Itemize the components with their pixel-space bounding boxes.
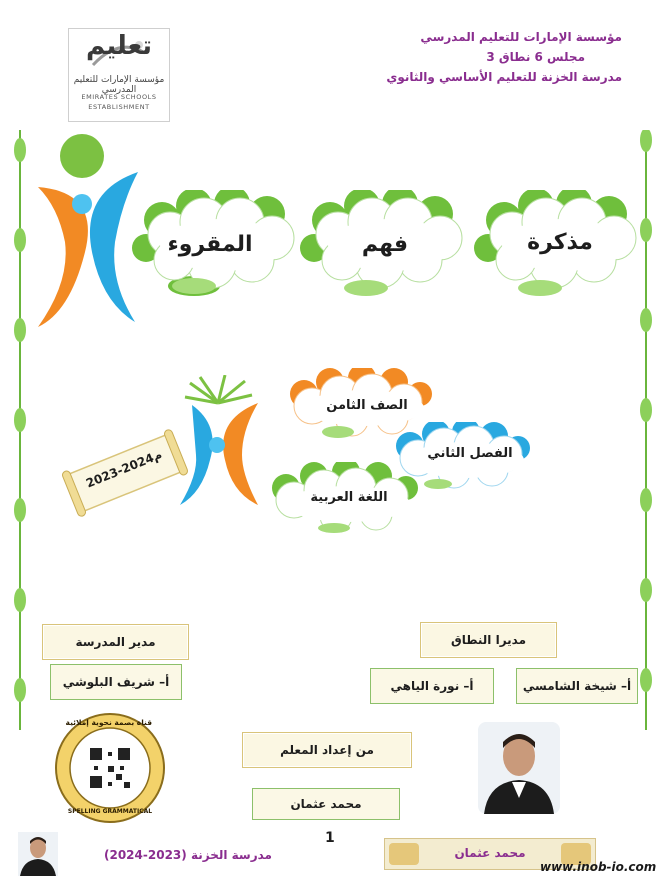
left-vine-decoration xyxy=(14,130,26,730)
principal-name-card: أ– شريف البلوشي xyxy=(50,664,182,700)
header-line-1: مؤسسة الإمارات للتعليم المدرسي xyxy=(420,30,622,44)
logo-english-line-2: ESTABLISHMENT xyxy=(88,103,150,111)
footer-ornament-left-icon xyxy=(389,843,419,865)
header-line-3: مدرسة الخزنة للتعليم الأساسي والثانوي xyxy=(386,70,622,84)
teacher-photo xyxy=(478,722,560,814)
subject-text: اللغة العربية xyxy=(310,490,388,505)
prepared-by-banner: من إعداد المعلم xyxy=(242,732,412,768)
seal-text-bottom: SPELLING GRAMMATICAL xyxy=(67,808,153,815)
footer-school-year: مدرسة الخزنة (2023-2024) xyxy=(104,848,272,862)
footer-teacher-photo xyxy=(18,832,58,876)
title-word-3: المقروء xyxy=(167,232,253,257)
title-word-2: فهم xyxy=(361,232,409,257)
seal-text-top: قناة بصمة نحوية إملائية xyxy=(65,718,152,727)
channel-seal xyxy=(54,712,166,824)
emirates-schools-logo xyxy=(68,28,170,122)
principal-title-banner: مدير المدرسة xyxy=(42,624,189,660)
logo-english-line-1: EMIRATES SCHOOLS xyxy=(81,93,157,101)
header-line-2: مجلس 6 نطاق 3 xyxy=(486,50,585,64)
grade-text: الصف الثامن xyxy=(326,398,408,413)
term-text: الفصل الثاني xyxy=(427,446,513,461)
page-number: 1 xyxy=(325,830,335,846)
zone-name-2-card: أ– نورة الياهي xyxy=(370,668,494,704)
zone-name-1-card: أ– شيخة الشامسي xyxy=(516,668,638,704)
figure-decoration-large xyxy=(30,132,145,332)
teacher-name-card: محمد عثمان xyxy=(252,788,400,820)
title-word-1: مذكرة xyxy=(527,230,593,255)
logo-sub-arabic: مؤسسة الإمارات للتعليم المدرسي xyxy=(73,75,165,95)
year-scroll-text: 2023-2024م xyxy=(84,447,164,491)
zone-title-banner: مديرا النطاق xyxy=(420,622,557,658)
logo-arabic-word: تعليم xyxy=(85,31,153,61)
footer-teacher-name: محمد عثمان xyxy=(454,846,526,860)
footer-website-link[interactable]: www.inob-io.com xyxy=(540,860,657,874)
